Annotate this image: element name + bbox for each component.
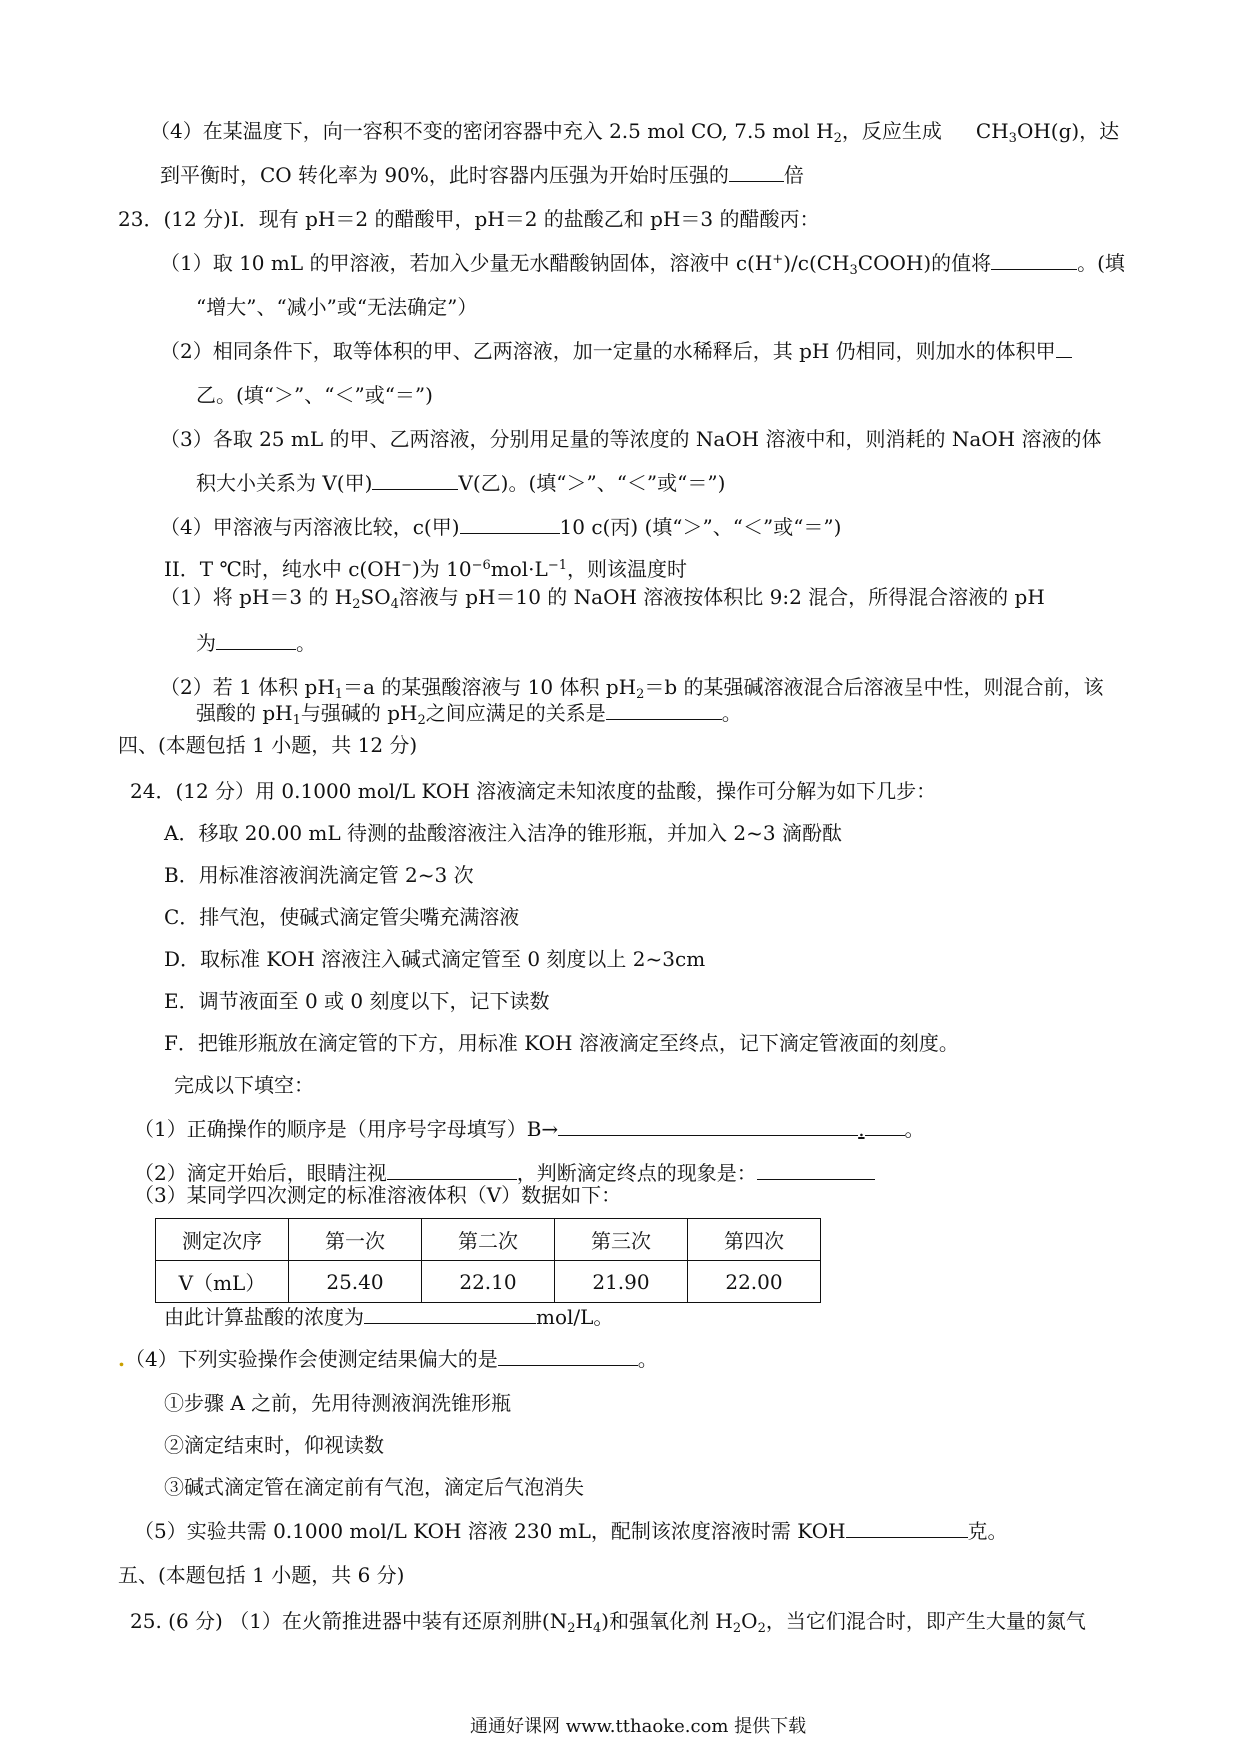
q24-step-c — [164, 904, 519, 930]
subscript: 1 — [292, 713, 301, 728]
q23-part2-line1 — [160, 338, 1072, 364]
text: 为 — [196, 631, 216, 655]
table-header-row — [156, 1219, 821, 1261]
text: 之间应满足的关系是 — [425, 701, 606, 725]
q24-option-1 — [164, 1390, 511, 1416]
text: ①步骤 A 之前，先用待测液润洗锥形瓶 — [164, 1391, 512, 1415]
q24-heading — [130, 778, 936, 804]
text: （4）甲溶液与丙溶液比较，c(甲) — [160, 515, 460, 539]
text: （2）相同条件下，取等体积的甲、乙两溶液，加一定量的水稀释后，其 pH 仍相同，则加水的体积甲 — [160, 339, 1056, 363]
text: （3）各取 25 mL 的甲、乙两溶液，分别用足量的等浓度的 NaOH 溶液中和，则消耗的 NaOH 溶液的体 — [160, 427, 1102, 451]
q24-step-a — [164, 820, 842, 846]
text: 25. (6 分) （1）在火箭推进器中装有还原剂肼(N — [130, 1609, 568, 1633]
text: （1）正确操作的顺序是（用序号字母填写）B→ — [134, 1117, 559, 1141]
q23-part2-line2 — [196, 382, 433, 408]
text: CH — [975, 119, 1009, 143]
section-4-heading — [118, 732, 417, 758]
superscript: + — [772, 252, 784, 267]
text: O — [741, 1609, 758, 1633]
text: （4）在某温度下，向一容积不变的密闭容器中充入 2.5 mol CO, 7.5 mol H — [150, 119, 834, 143]
subscript: 4 — [390, 597, 399, 612]
page-footer: 通通好课网 www.tthaoke.com 提供下载 — [470, 1716, 807, 1737]
text: B．用标准溶液润洗滴定管 2~3 次 — [164, 863, 474, 887]
section-4-text: 四、(本题包括 1 小题，共 12 分) — [118, 733, 418, 757]
table-cell: V（mL） — [156, 1261, 289, 1303]
text: 10 c(丙) (填“＞”、“＜”或“＝”) — [559, 515, 842, 539]
table-header-cell: 第四次 — [688, 1219, 821, 1261]
text: 。 — [637, 1347, 658, 1371]
text: 溶液与 pH＝10 的 NaOH 溶液按体积比 9:2 混合，所得混合溶液的 pH — [398, 585, 1045, 609]
text: D．取标准 KOH 溶液注入碱式滴定管至 0 刻度以上 2~3cm — [164, 947, 706, 971]
q24-part5 — [134, 1518, 1008, 1544]
text: ③碱式滴定管在滴定前有气泡，滴定后气泡消失 — [164, 1475, 584, 1499]
q24-step-b — [164, 862, 474, 888]
text: 。 — [296, 631, 316, 655]
text: 倍 — [783, 163, 804, 187]
subscript: 2 — [732, 1621, 742, 1636]
text: 与强碱的 pH — [300, 701, 418, 725]
text: . — [118, 1347, 125, 1371]
q23-ii-part2-line2 — [196, 700, 742, 726]
table-cell: 25.40 — [289, 1261, 422, 1303]
text: 到平衡时，CO 转化率为 90%，此时容器内压强为开始时压强的 — [160, 163, 729, 187]
q23-heading-text: 23．(12 分)I．现有 pH＝2 的醋酸甲，pH＝2 的盐酸乙和 pH＝3 的醋酸丙： — [118, 207, 820, 231]
answer-blank[interactable] — [1056, 339, 1072, 358]
superscript: −6 — [471, 558, 491, 573]
text: 强酸的 pH — [196, 701, 293, 725]
answer-blank[interactable] — [498, 1347, 638, 1366]
q22-part4-line1 — [150, 118, 1119, 144]
text: （4）下列实验操作会使测定结果偏大的是 — [124, 1347, 498, 1371]
subscript: 1 — [334, 687, 344, 702]
text: ，判断滴定终点的现象是： — [516, 1161, 757, 1185]
q25-line1 — [130, 1608, 1086, 1634]
text: “增大”、“减小”或“无法确定”） — [196, 295, 478, 319]
text: （1）将 pH＝3 的 H — [160, 585, 353, 609]
answer-blank[interactable] — [558, 1117, 858, 1136]
text: 。 — [721, 701, 742, 725]
text: II．T ℃时，纯水中 c(OH — [164, 557, 402, 581]
text: mol·L — [490, 557, 548, 581]
text: mol/L。 — [536, 1305, 614, 1329]
text: COOH)的值将 — [857, 251, 992, 275]
subscript: 2 — [757, 1621, 766, 1636]
answer-blank[interactable] — [865, 1117, 905, 1136]
text: ②滴定结束时，仰视读数 — [164, 1433, 384, 1457]
text: ，反应生成 — [841, 119, 942, 143]
subscript: 2 — [352, 597, 361, 612]
answer-blank[interactable] — [364, 1305, 536, 1324]
text: ＝a 的某强酸溶液与 10 体积 pH — [343, 675, 637, 699]
subscript: 2 — [417, 713, 426, 728]
q24-part4 — [118, 1346, 658, 1372]
text: )和强氧化剂 H — [601, 1609, 733, 1633]
subscript: 2 — [636, 687, 645, 702]
section-5-heading — [118, 1562, 404, 1588]
text: （1）取 10 mL 的甲溶液，若加入少量无水醋酸钠固体，溶液中 c(H — [160, 251, 773, 275]
text: 克。 — [967, 1519, 1008, 1543]
superscript: −1 — [547, 558, 567, 573]
q23-ii-part2-line1 — [160, 674, 1104, 700]
text: ，当它们混合时，即产生大量的氮气 — [765, 1609, 1086, 1633]
answer-blank[interactable] — [460, 515, 560, 534]
subscript: 2 — [833, 131, 842, 146]
table-header-cell: 第三次 — [555, 1219, 688, 1261]
table-header-cell: 第二次 — [422, 1219, 555, 1261]
text: F．把锥形瓶放在滴定管的下方，用标准 KOH 溶液滴定至终点，记下滴定管液面的刻度。 — [164, 1031, 959, 1055]
text: )为 10 — [411, 557, 472, 581]
subscript: 4 — [592, 1621, 602, 1636]
q23-heading — [118, 206, 819, 232]
subscript: 2 — [567, 1621, 576, 1636]
text: )/c(CH — [783, 251, 850, 275]
text: C．排气泡，使碱式滴定管尖嘴充满溶液 — [164, 905, 520, 929]
answer-blank[interactable] — [372, 471, 458, 490]
q23-part3-line1 — [160, 426, 1101, 452]
text: . — [858, 1117, 865, 1141]
text: OH(g)，达 — [1016, 119, 1120, 143]
section-5-text: 五、(本题包括 1 小题，共 6 分) — [118, 1563, 405, 1587]
text: E．调节液面至 0 或 0 刻度以下，记下读数 — [164, 989, 550, 1013]
text: V(乙)。(填“＞”、“＜”或“＝”) — [458, 471, 726, 495]
superscript: − — [401, 558, 412, 573]
text: A．移取 20.00 mL 待测的盐酸溶液注入洁净的锥形瓶，并加入 2~3 滴酚酞 — [164, 821, 842, 845]
text: H — [575, 1609, 593, 1633]
answer-blank[interactable] — [991, 251, 1077, 270]
table-cell: 22.10 — [422, 1261, 555, 1303]
answer-blank[interactable] — [846, 1519, 968, 1538]
text: （5）实验共需 0.1000 mol/L KOH 溶液 230 mL，配制该浓度溶液时需 KOH — [134, 1519, 846, 1543]
q22-part4-line2 — [160, 162, 804, 188]
q23-part1-line2 — [196, 294, 477, 320]
answer-blank[interactable] — [216, 631, 296, 650]
q23-part3-line2 — [196, 470, 725, 496]
table-header-cell: 第一次 — [289, 1219, 422, 1261]
q23-part1-line1 — [160, 250, 1125, 276]
q24-step-e — [164, 988, 549, 1014]
q23-ii-heading — [164, 556, 687, 582]
table-header-cell: 测定次序 — [156, 1219, 289, 1261]
text: 。 — [904, 1117, 925, 1141]
q24-heading-text: 24．(12 分）用 0.1000 mol/L KOH 溶液滴定未知浓度的盐酸，操作可分解为如下几步： — [130, 779, 937, 803]
volume-data-table — [155, 1218, 821, 1303]
text: 由此计算盐酸的浓度为 — [164, 1305, 364, 1329]
q24-fill-instruction — [174, 1072, 314, 1098]
text: ，则该温度时 — [566, 557, 687, 581]
subscript: 3 — [1008, 131, 1017, 146]
text: ＝b 的某强碱溶液混合后溶液呈中性，则混合前，该 — [644, 675, 1104, 699]
q24-part1 — [134, 1116, 925, 1142]
q23-part4 — [160, 514, 841, 540]
q24-option-3 — [164, 1474, 584, 1500]
answer-blank[interactable] — [387, 1161, 517, 1180]
table-cell: 22.00 — [688, 1261, 821, 1303]
answer-blank[interactable] — [606, 701, 722, 720]
text: （2）若 1 体积 pH — [160, 675, 335, 699]
answer-blank[interactable] — [729, 163, 784, 182]
q24-step-d — [164, 946, 705, 972]
text: （3）某同学四次测定的标准溶液体积（V）数据如下： — [134, 1183, 622, 1207]
subscript: 3 — [849, 263, 858, 278]
text: 。(填 — [1077, 251, 1125, 275]
q24-part3 — [134, 1182, 621, 1208]
table-row — [156, 1261, 821, 1303]
text: 完成以下填空： — [174, 1073, 314, 1097]
table-cell: 21.90 — [555, 1261, 688, 1303]
text: SO — [360, 585, 391, 609]
text: 乙。(填“＞”、“＜”或“＝”) — [196, 383, 433, 407]
q23-ii-part1-line1 — [160, 584, 1045, 610]
answer-blank[interactable] — [757, 1161, 875, 1180]
q23-ii-part1-line2 — [196, 630, 316, 656]
q24-step-f — [164, 1030, 959, 1056]
q24-option-2 — [164, 1432, 384, 1458]
text: 积大小关系为 V(甲) — [196, 471, 373, 495]
q24-calc — [164, 1304, 613, 1330]
text: （2）滴定开始后，眼睛注视 — [134, 1161, 387, 1185]
